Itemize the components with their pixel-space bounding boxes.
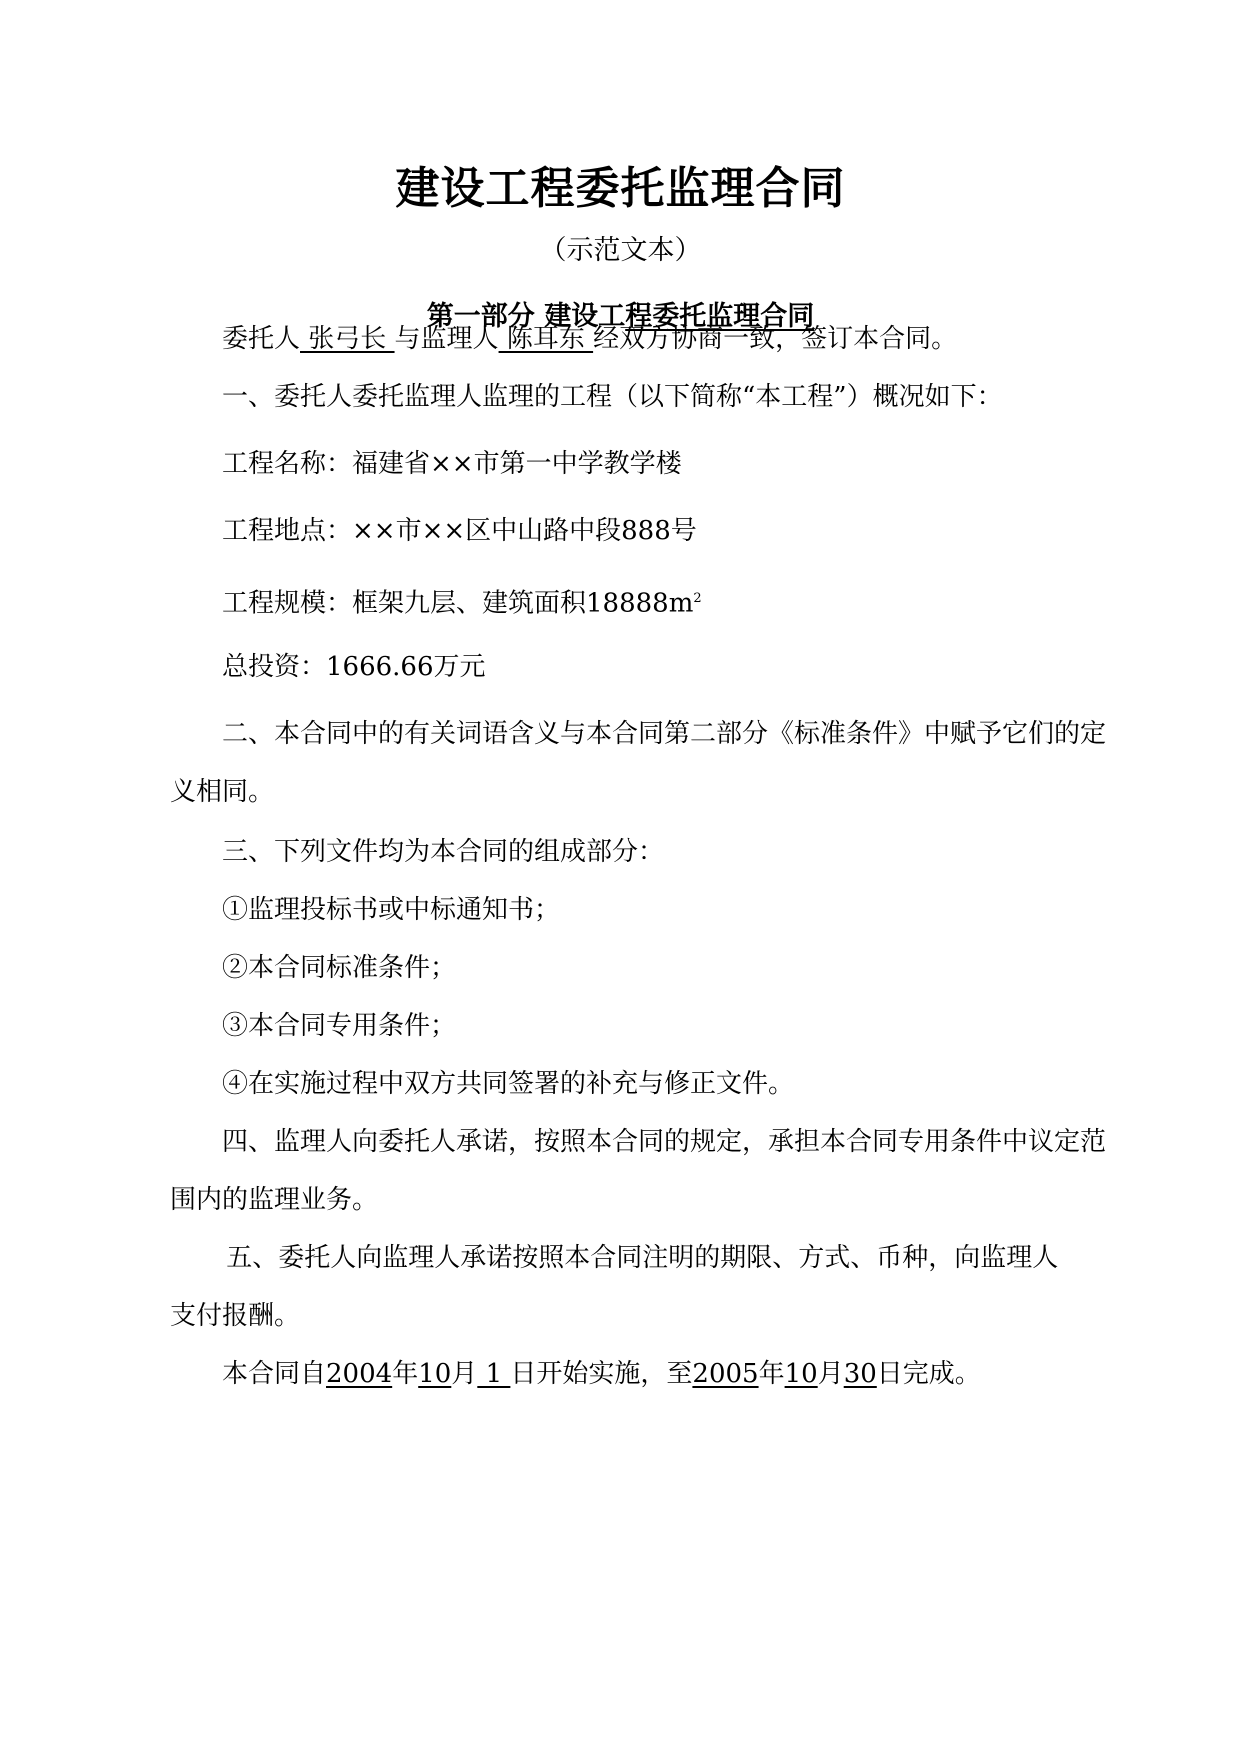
term-text-5: 年 xyxy=(758,1359,785,1389)
total-investment: 总投资：1666.66万元 xyxy=(222,652,486,682)
document-item-2: ②本合同标准条件； xyxy=(222,953,457,983)
clause-4-line-1: 四、监理人向委托人承诺，按照本合同的规定，承担本合同专用条件中议定范 xyxy=(222,1127,1107,1157)
parties-text-3: 经双方协商一致，签订本合同。 xyxy=(593,324,958,354)
principal-name: 张弓长 xyxy=(300,324,395,354)
term-text-7: 日完成。 xyxy=(876,1359,981,1389)
parties-line xyxy=(222,322,957,356)
clause-3: 三、下列文件均为本合同的组成部分： xyxy=(222,837,665,867)
contract-term xyxy=(222,1357,981,1391)
document-item-1: ①监理投标书或中标通知书； xyxy=(222,895,561,925)
project-scale-text: 工程规模：框架九层、建筑面积18888m xyxy=(222,588,694,619)
clause-5-line-2: 支付报酬。 xyxy=(170,1301,301,1331)
term-text-1: 本合同自 xyxy=(222,1359,327,1389)
term-text-2: 年 xyxy=(392,1359,419,1389)
clause-1: 一、委托人委托监理人监理的工程（以下简称“本工程”）概况如下： xyxy=(222,382,1003,412)
clause-2-line-1: 二、本合同中的有关词语含义与本合同第二部分《标准条件》中赋予它们的定 xyxy=(222,719,1107,749)
start-year: 2004 xyxy=(326,1359,393,1389)
part-heading-underlined: 程委托监理合同 xyxy=(625,301,815,332)
project-location: 工程地点：××市××区中山路中段888号 xyxy=(222,516,697,546)
document-item-3: ③本合同专用条件； xyxy=(222,1011,457,1041)
document-subtitle: （示范文本） xyxy=(539,235,702,266)
start-day: 1 xyxy=(477,1359,511,1389)
end-year: 2005 xyxy=(692,1359,759,1389)
end-month: 10 xyxy=(784,1359,818,1389)
end-day: 30 xyxy=(843,1359,877,1389)
project-name: 工程名称：福建省××市第一中学教学楼 xyxy=(222,449,682,479)
part-heading-prefix: 第一部分 建设工 xyxy=(426,301,626,332)
document-item-4: ④在实施过程中双方共同签署的补充与修正文件。 xyxy=(222,1069,795,1099)
term-text-4: 日开始实施，至 xyxy=(510,1359,693,1389)
clause-4-line-2: 围内的监理业务。 xyxy=(170,1185,379,1215)
term-text-3: 月 xyxy=(451,1359,478,1389)
clause-2-line-2: 义相同。 xyxy=(170,777,275,807)
supervisor-name: 陈耳东 xyxy=(498,324,594,354)
document-title: 建设工程委托监理合同 xyxy=(395,163,846,214)
parties-text-1: 委托人 xyxy=(222,324,301,354)
clause-5-line-1: 五、委托人向监理人承诺按照本合同注明的期限、方式、币种，向监理人 xyxy=(218,1243,1059,1273)
term-text-6: 月 xyxy=(817,1359,844,1389)
start-month: 10 xyxy=(418,1359,452,1389)
project-scale xyxy=(222,582,702,621)
parties-text-2: 与监理人 xyxy=(394,324,499,354)
project-scale-superscript: 2 xyxy=(693,591,702,606)
